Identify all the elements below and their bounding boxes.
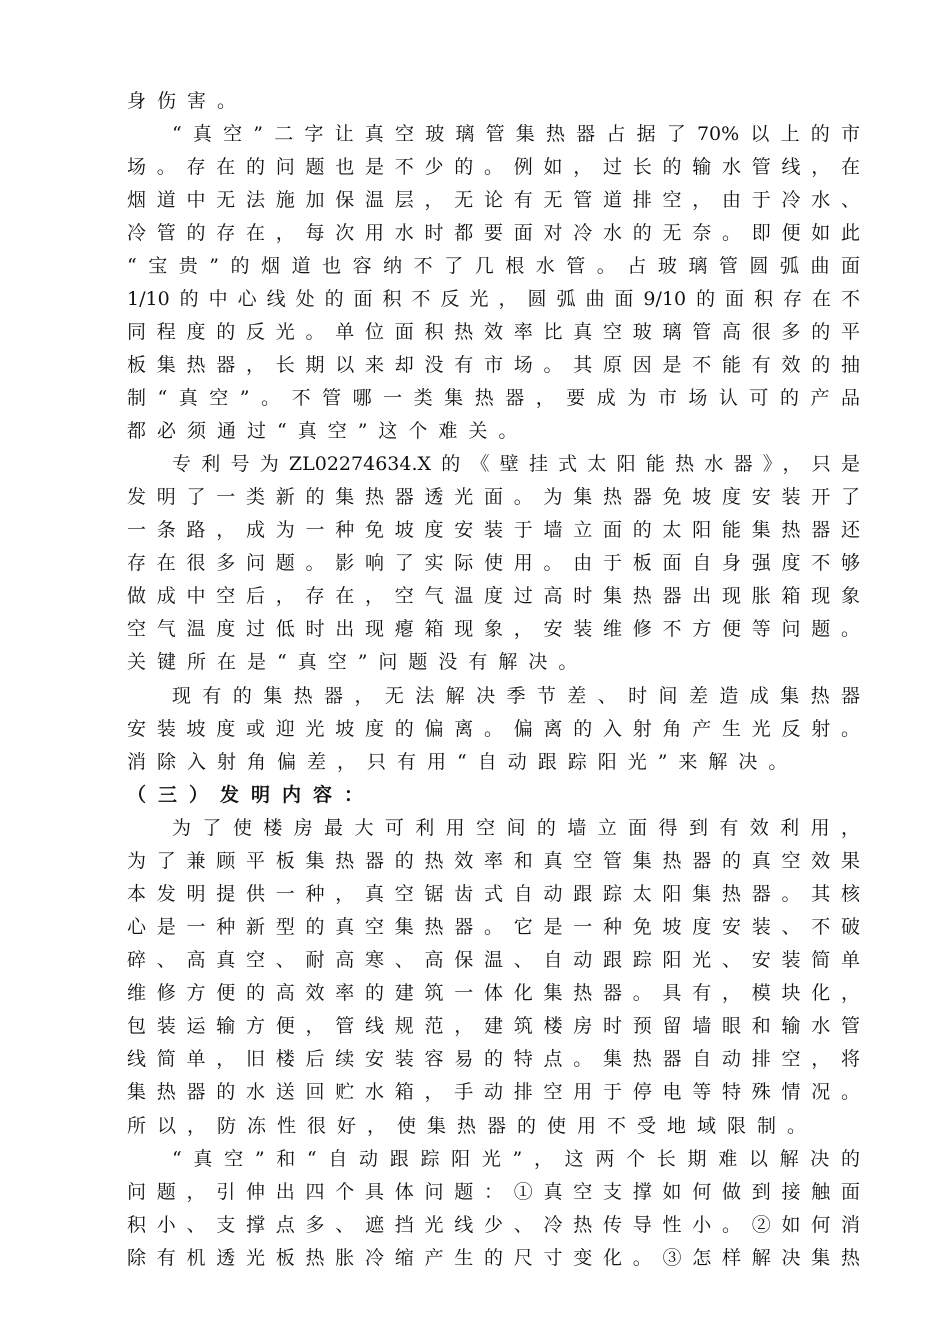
text-line: 安装坡度或迎光坡度的偏离。偏离的入射角产生光反射。 (127, 718, 860, 740)
text-line: 1/10的中心线处的面积不反光，圆弧曲面9/10的面积存在不 (127, 288, 860, 310)
text-line: 做成中空后，存在，空气温度过高时集热器出现胀箱现象 (127, 585, 860, 607)
text-line: 所以，防冻性很好，使集热器的使用不受地域限制。 (127, 1115, 818, 1137)
text-line: 心是一种新型的真空集热器。它是一种免坡度安装、不破 (127, 916, 860, 938)
text-line: 制“真空”。不管哪一类集热器，要成为市场认可的产品 (127, 387, 860, 409)
text-line: 除有机透光板热胀冷缩产生的尺寸变化。③怎样解决集热 (127, 1247, 860, 1269)
text-line: 关键所在是“真空”问题没有解决。 (127, 651, 589, 673)
text-line: 烟道中无法施加保温层，无论有无管道排空，由于冷水、 (127, 189, 860, 211)
text-line: 同程度的反光。单位面积热效率比真空玻璃管高很多的平 (127, 321, 860, 343)
text-line: 存在很多问题。影响了实际使用。由于板面自身强度不够 (127, 552, 860, 574)
text-line: 包装运输方便，管线规范，建筑楼房时预留墙眼和输水管 (127, 1015, 860, 1037)
section-heading: （三）发明内容： (127, 784, 376, 806)
text-line: 维修方便的高效率的建筑一体化集热器。具有，模块化， (127, 982, 860, 1004)
text-line: “宝贵”的烟道也容纳不了几根水管。占玻璃管圆弧曲面 (127, 255, 860, 277)
text-line: 一条路，成为一种免坡度安装于墙立面的太阳能集热器还 (127, 519, 860, 541)
text-line: 问题，引伸出四个具体问题：①真空支撑如何做到接触面 (127, 1181, 860, 1203)
text-line: 碎、高真空、耐高寒、高保温、自动跟踪阳光、安装简单 (127, 949, 860, 971)
text-line: 冷管的存在，每次用水时都要面对冷水的无奈。即便如此 (127, 222, 860, 244)
text-line: 专利号为ZL02274634.X的《壁挂式太阳能热水器》，只是 (172, 453, 860, 475)
text-line: 积小、支撑点多、遮挡光线少、冷热传导性小。②如何消 (127, 1214, 860, 1236)
text-line: 为了使楼房最大可利用空间的墙立面得到有效利用， (172, 817, 860, 839)
text-line: 发明了一类新的集热器透光面。为集热器免坡度安装开了 (127, 486, 860, 508)
text-line: 本发明提供一种，真空锯齿式自动跟踪太阳集热器。其核 (127, 883, 860, 905)
text-line: 板集热器，长期以来却没有市场。其原因是不能有效的抽 (127, 354, 860, 376)
text-line: 场。存在的问题也是不少的。例如，过长的输水管线，在 (127, 156, 860, 178)
text-line: 现有的集热器，无法解决季节差、时间差造成集热器 (172, 685, 860, 707)
text-line: 集热器的水送回贮水箱，手动排空用于停电等特殊情况。 (127, 1081, 860, 1103)
text-line: “真空”和“自动跟踪阳光”，这两个长期难以解决的 (172, 1148, 860, 1170)
text-line: “真空”二字让真空玻璃管集热器占据了70%以上的市 (172, 123, 860, 145)
text-line: 消除入射角偏差，只有用“自动跟踪阳光”来解决。 (127, 751, 799, 773)
text-line: 为了兼顾平板集热器的热效率和真空管集热器的真空效果 (127, 850, 860, 872)
text-line: 空气温度过低时出现瘪箱现象，安装维修不方便等问题。 (127, 618, 860, 640)
text-line: 都必须通过“真空”这个难关。 (127, 420, 529, 442)
text-line: 线简单，旧楼后续安装容易的特点。集热器自动排空，将 (127, 1048, 860, 1070)
text-line: 身伤害。 (127, 90, 248, 112)
